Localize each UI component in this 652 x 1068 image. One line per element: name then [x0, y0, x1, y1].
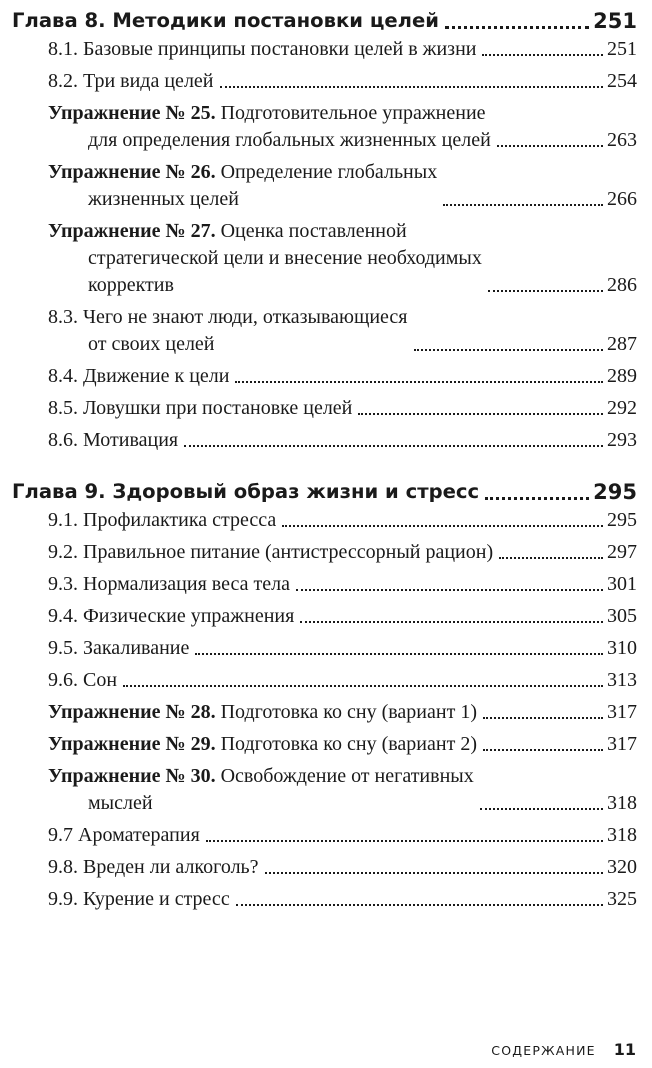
dot-leader — [488, 290, 603, 292]
dot-leader — [443, 204, 603, 206]
dot-leader — [483, 749, 603, 751]
toc-entry — [48, 603, 637, 630]
toc-entry — [48, 571, 637, 598]
running-title: СОДЕРЖАНИЕ — [491, 1043, 596, 1058]
entry-label: Освобождение от негативных — [220, 765, 474, 787]
toc-entry-exercise — [48, 218, 637, 299]
entry-label: 9.7 Ароматерапия — [48, 824, 200, 846]
entry-page: 286 — [607, 274, 637, 296]
entry-label: 9.9. Курение и стресс — [48, 888, 230, 910]
toc-entry — [48, 363, 637, 390]
entry-label: 9.8. Вреден ли алкоголь? — [48, 856, 259, 878]
dot-leader — [358, 413, 603, 415]
entry-label: 9.6. Сон — [48, 669, 118, 691]
entry-page: 287 — [607, 333, 637, 355]
entry-label: для определения глобальных жизненных целей — [88, 129, 491, 151]
entry-label: Подготовка ко сну (вариант 2) — [220, 733, 477, 755]
chapter-heading — [12, 477, 637, 507]
toc-entry — [48, 36, 637, 63]
entry-page: 254 — [607, 70, 637, 92]
dot-leader — [184, 445, 603, 447]
entry-label: 8.4. Движение к цели — [48, 365, 230, 387]
entry-page: 318 — [607, 824, 637, 846]
entry-label: 9.3. Нормализация веса тела — [48, 573, 290, 595]
entry-label: корректив — [88, 274, 174, 296]
entry-page: 297 — [607, 541, 637, 563]
toc-entry — [48, 539, 637, 566]
chapter-page: 295 — [593, 480, 637, 504]
dot-leader — [485, 497, 589, 500]
dot-leader — [195, 653, 603, 655]
entry-page: 292 — [607, 397, 637, 419]
entry-label: 8.3. Чего не знают люди, отказывающиеся — [48, 306, 408, 328]
entry-page: 295 — [607, 509, 637, 531]
entry-page: 313 — [607, 669, 637, 691]
chapter-entries — [12, 36, 637, 454]
toc-entry-exercise — [48, 731, 637, 758]
toc-entry — [48, 304, 637, 358]
dot-leader — [296, 589, 603, 591]
entry-page: 318 — [607, 792, 637, 814]
chapter-page: 251 — [593, 9, 637, 33]
chapter-heading — [12, 6, 637, 36]
chapter-title: Глава 8. Методики постановки целей — [12, 9, 440, 32]
entry-page: 310 — [607, 637, 637, 659]
entry-label: 9.5. Закаливание — [48, 637, 190, 659]
dot-leader — [445, 26, 589, 29]
table-of-contents — [12, 6, 637, 918]
exercise-number: Упражнение № 26. — [48, 161, 216, 183]
entry-label: стратегической цели и внесение необходимых — [88, 247, 482, 269]
entry-label: 9.1. Профилактика стресса — [48, 509, 277, 531]
entry-page: 317 — [607, 733, 637, 755]
dot-leader — [123, 685, 603, 687]
toc-entry-exercise — [48, 763, 637, 817]
toc-entry — [48, 854, 637, 881]
entry-label: от своих целей — [88, 333, 215, 355]
entry-label: 8.2. Три вида целей — [48, 70, 214, 92]
dot-leader — [235, 381, 603, 383]
entry-label: Определение глобальных — [220, 161, 438, 183]
toc-entry-exercise — [48, 699, 637, 726]
exercise-number: Упражнение № 27. — [48, 220, 216, 242]
chapter-entries — [12, 507, 637, 913]
exercise-number: Упражнение № 30. — [48, 765, 216, 787]
toc-entry-exercise — [48, 100, 637, 154]
dot-leader — [414, 349, 603, 351]
exercise-number: Упражнение № 25. — [48, 102, 216, 124]
page-number: 11 — [613, 1040, 636, 1059]
toc-entry — [48, 395, 637, 422]
dot-leader — [206, 840, 603, 842]
toc-entry — [48, 507, 637, 534]
page-footer — [491, 1040, 636, 1059]
dot-leader — [497, 145, 603, 147]
entry-label: жизненных целей — [88, 188, 239, 210]
entry-label: 8.6. Мотивация — [48, 429, 179, 451]
toc-entry — [48, 427, 637, 454]
toc-entry-exercise — [48, 159, 637, 213]
entry-page: 305 — [607, 605, 637, 627]
toc-entry — [48, 635, 637, 662]
dot-leader — [300, 621, 603, 623]
toc-entry — [48, 667, 637, 694]
dot-leader — [482, 54, 603, 56]
entry-page: 317 — [607, 701, 637, 723]
dot-leader — [265, 872, 603, 874]
entry-page: 263 — [607, 129, 637, 151]
entry-page: 301 — [607, 573, 637, 595]
exercise-number: Упражнение № 28. — [48, 701, 216, 723]
entry-page: 251 — [607, 38, 637, 60]
entry-label: 8.1. Базовые принципы постановки целей в жизни — [48, 38, 477, 60]
toc-entry — [48, 886, 637, 913]
dot-leader — [480, 808, 603, 810]
dot-leader — [282, 525, 603, 527]
entry-page: 325 — [607, 888, 637, 910]
entry-label: Оценка поставленной — [220, 220, 407, 242]
entry-label: 8.5. Ловушки при постановке целей — [48, 397, 353, 419]
chapter-title: Глава 9. Здоровый образ жизни и стресс — [12, 480, 480, 503]
dot-leader — [483, 717, 603, 719]
entry-label: 9.4. Физические упражнения — [48, 605, 295, 627]
entry-label: мыслей — [88, 792, 153, 814]
dot-leader — [236, 904, 603, 906]
entry-label: Подготовка ко сну (вариант 1) — [220, 701, 477, 723]
dot-leader — [220, 86, 604, 88]
entry-label: 9.2. Правильное питание (антистрессорный рацион) — [48, 541, 494, 563]
dot-leader — [499, 557, 603, 559]
entry-page: 289 — [607, 365, 637, 387]
entry-page: 266 — [607, 188, 637, 210]
entry-label: Подготовительное упражнение — [220, 102, 486, 124]
entry-page: 293 — [607, 429, 637, 451]
exercise-number: Упражнение № 29. — [48, 733, 216, 755]
entry-page: 320 — [607, 856, 637, 878]
toc-entry — [48, 822, 637, 849]
toc-entry — [48, 68, 637, 95]
